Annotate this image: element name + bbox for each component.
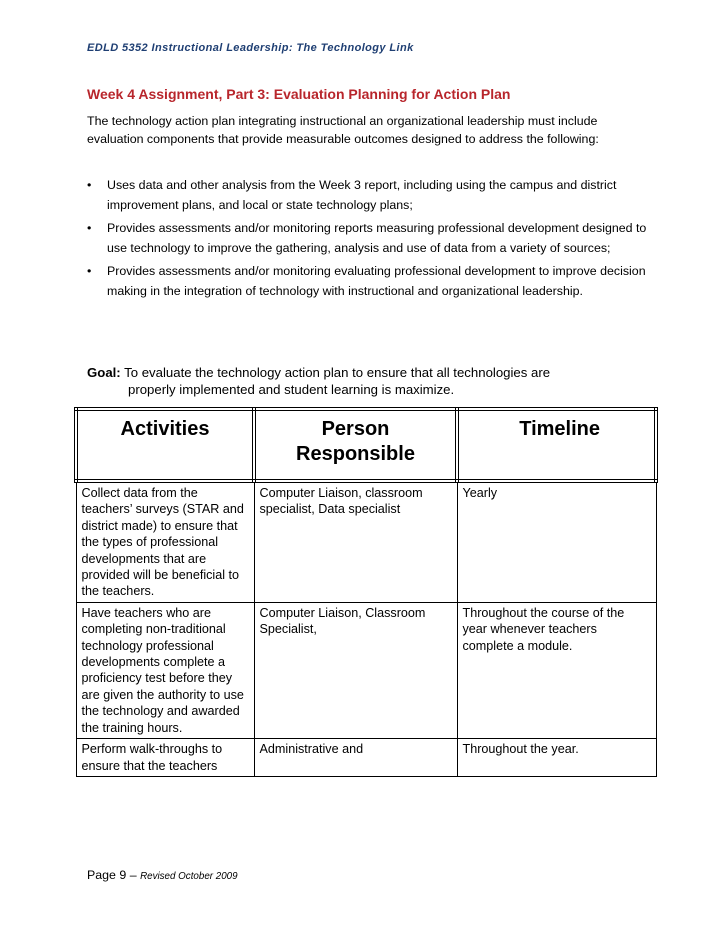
- table-cell-timeline: Yearly: [457, 481, 656, 602]
- column-header-person-responsible: Person Responsible: [254, 409, 457, 481]
- page-number: Page 9 –: [87, 868, 141, 882]
- table-row: [76, 602, 656, 738]
- list-item: [87, 219, 647, 258]
- table-cell-timeline: Throughout the course of the year whenever teachers complete a module.: [457, 602, 656, 738]
- goal-text-line1: To evaluate the technology action plan to ensure that all technologies are: [120, 365, 551, 380]
- table-cell-activity: Collect data from the teachers’ surveys (STAR and district made) to ensure that the types of professional developments that are provided will be beneficial to the teachers.: [76, 481, 254, 602]
- list-item-text: Uses data and other analysis from the Week 3 report, including using the campus and district improvement plans, and local or state technology plans;: [107, 178, 617, 212]
- table-cell-person: Computer Liaison, classroom specialist, Data specialist: [254, 481, 457, 602]
- bullet-icon: •: [87, 264, 92, 278]
- intro-paragraph: The technology action plan integrating instructional an organizational leadership must include evaluation components that provide measurable outcomes designed to address the following:: [87, 114, 599, 146]
- list-item: [87, 262, 647, 301]
- goal-statement: [87, 364, 647, 398]
- goal-label: Goal:: [87, 365, 121, 380]
- requirements-list: [87, 176, 647, 305]
- table-header-row: [76, 409, 656, 481]
- table-cell-activity: Have teachers who are completing non-traditional technology professional developments complete a proficiency test before they are given the authority to use the technology and awarded the training hours.: [76, 602, 254, 738]
- section-title: Week 4 Assignment, Part 3: Evaluation Planning for Action Plan: [87, 86, 511, 102]
- list-item-text: Provides assessments and/or monitoring evaluating professional development to improve decision making in the integration of technology with instructional and organizational leadership.: [107, 264, 646, 298]
- column-header-activities: Activities: [76, 409, 254, 481]
- bullet-icon: •: [87, 178, 92, 192]
- revision-date: Revised October 2009: [140, 871, 238, 882]
- document-header: EDLD 5352 Instructional Leadership: The Technology Link: [87, 42, 414, 54]
- table-row: [76, 739, 656, 777]
- list-item: [87, 176, 647, 215]
- table-cell-activity: Perform walk-throughs to ensure that the teachers: [76, 739, 254, 777]
- table-row: [76, 481, 656, 602]
- list-item-text: Provides assessments and/or monitoring reports measuring professional development designed to use technology to improve the gathering, analysis and use of data from a variety of sources;: [107, 221, 647, 255]
- table-cell-person: Computer Liaison, Classroom Specialist,: [254, 602, 457, 738]
- evaluation-plan-table: [74, 407, 658, 777]
- column-header-timeline: Timeline: [457, 409, 656, 481]
- table-cell-timeline: Throughout the year.: [457, 739, 656, 777]
- goal-text-line2: properly implemented and student learning is maximize.: [128, 382, 455, 397]
- bullet-icon: •: [87, 221, 92, 235]
- table-cell-person: Administrative and: [254, 739, 457, 777]
- page-footer: [87, 868, 238, 882]
